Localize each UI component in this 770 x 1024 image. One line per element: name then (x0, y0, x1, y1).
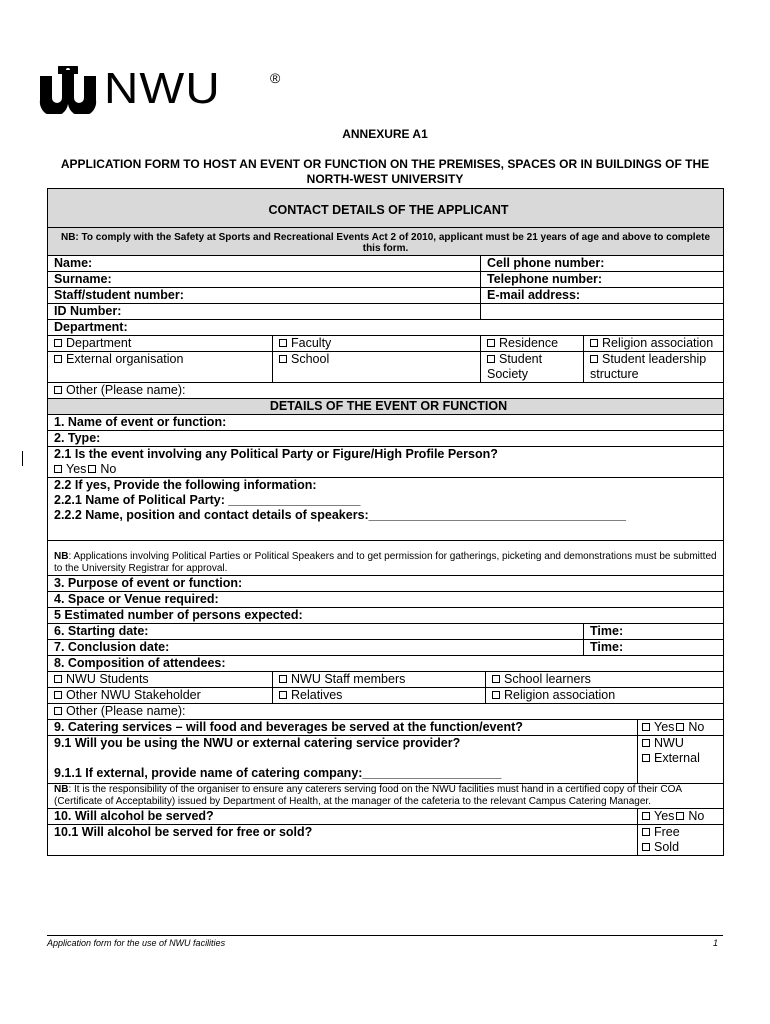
option-faculty[interactable]: Faculty (273, 336, 481, 352)
registered-mark: ® (270, 70, 281, 86)
option-nwu-students[interactable]: NWU Students (48, 672, 273, 688)
checkbox-icon[interactable] (642, 754, 650, 762)
checkbox-icon[interactable] (54, 675, 62, 683)
no-option[interactable]: No (100, 462, 117, 476)
nwu-logo (38, 64, 281, 116)
option-other-stakeholder[interactable]: Other NWU Stakeholder (48, 688, 273, 704)
checkbox-icon[interactable] (54, 465, 62, 473)
checkbox-icon[interactable] (487, 339, 495, 347)
option-free[interactable]: Free (642, 825, 723, 840)
option-sold[interactable]: Sold (642, 840, 723, 855)
start-time-field[interactable]: Time: (584, 624, 724, 640)
catering-provider-question (48, 736, 638, 784)
option-other-attendees[interactable]: Other (Please name): (48, 704, 724, 720)
option-nwu-staff[interactable]: NWU Staff members (273, 672, 486, 688)
email-field[interactable]: E-mail address: (481, 288, 724, 304)
option-nwu[interactable]: NWU (642, 736, 723, 751)
contact-nb-row (48, 228, 724, 256)
political-question (48, 447, 724, 478)
cell-phone-field[interactable]: Cell phone number: (481, 256, 724, 272)
option-school[interactable]: School (273, 352, 481, 383)
political-party-field[interactable]: 2.2.1 Name of Political Party: ___________________ (54, 493, 361, 507)
conclusion-date-field[interactable]: 7. Conclusion date: (48, 640, 584, 656)
checkbox-icon[interactable] (676, 723, 684, 731)
age-requirement-note: NB: To comply with the Safety at Sports and Recreational Events Act 2 of 2010, applicant must be 21 years of age and above to complete this form. (48, 228, 724, 256)
catering-yes-no: Yes No (638, 720, 724, 736)
form-title: APPLICATION FORM TO HOST AN EVENT OR FUNCTION ON THE PREMISES, SPACES OR IN BUILDINGS OF THE NORTH-WEST UNIVERSITY (60, 157, 710, 186)
option-other-department[interactable]: Other (Please name): (48, 383, 724, 399)
checkbox-icon[interactable] (642, 739, 650, 747)
political-question-label: 2.1 Is the event involving any Political Party or Figure/High Profile Person? (54, 447, 498, 461)
checkbox-icon[interactable] (54, 691, 62, 699)
speakers-field[interactable]: 2.2.2 Name, position and contact details of speakers:_____________________________________ (54, 508, 626, 522)
option-student-leadership[interactable]: Student leadership structure (584, 352, 724, 383)
checkbox-icon[interactable] (487, 355, 495, 363)
catering-provider-options (638, 736, 724, 784)
checkbox-icon[interactable] (54, 707, 62, 715)
application-form-table (47, 188, 724, 856)
checkbox-icon[interactable] (590, 339, 598, 347)
attendees-label: 8. Composition of attendees: (48, 656, 724, 672)
alcohol-yes-no: Yes No (638, 809, 724, 825)
contact-heading: CONTACT DETAILS OF THE APPLICANT (48, 189, 724, 228)
page-number: 1 (713, 938, 719, 948)
registrar-note: NB: Applications involving Political Parties or Political Speakers and to get permission for gatherings, picketing and demonstrations must be submitted to the University Registrar for approval. (48, 541, 724, 576)
checkbox-icon[interactable] (54, 386, 62, 394)
checkbox-icon[interactable] (642, 723, 650, 731)
checkbox-icon[interactable] (492, 675, 500, 683)
footer-divider (47, 935, 723, 936)
text-cursor (22, 451, 23, 466)
purpose-field[interactable]: 3. Purpose of event or function: (48, 576, 724, 592)
checkbox-icon[interactable] (676, 812, 684, 820)
checkbox-icon[interactable] (54, 339, 62, 347)
alcohol-question: 10. Will alcohol be served? (48, 809, 638, 825)
checkbox-icon[interactable] (279, 355, 287, 363)
checkbox-icon[interactable] (279, 675, 287, 683)
nwu-logo-mark-icon (38, 66, 98, 114)
event-heading: DETAILS OF THE EVENT OR FUNCTION (48, 399, 724, 415)
logo-text: NWU (104, 64, 221, 113)
option-school-learners[interactable]: School learners (486, 672, 724, 688)
option-religion-association[interactable]: Religion association (584, 336, 724, 352)
catering-question: 9. Catering services – will food and beverages be served at the function/event? (48, 720, 638, 736)
end-time-field[interactable]: Time: (584, 640, 724, 656)
persons-expected-field[interactable]: 5 Estimated number of persons expected: (48, 608, 724, 624)
telephone-field[interactable]: Telephone number: (481, 272, 724, 288)
checkbox-icon[interactable] (642, 843, 650, 851)
alcohol-free-sold-options (638, 825, 724, 856)
checkbox-icon[interactable] (492, 691, 500, 699)
checkbox-icon[interactable] (279, 339, 287, 347)
yes-option[interactable]: Yes (66, 462, 87, 476)
option-external[interactable]: External (642, 751, 723, 766)
staff-student-number-field[interactable]: Staff/student number: (48, 288, 481, 304)
catering-company-field[interactable]: 9.1.1 If external, provide name of catering company:____________________ (54, 766, 502, 780)
option-residence[interactable]: Residence (481, 336, 584, 352)
starting-date-field[interactable]: 6. Starting date: (48, 624, 584, 640)
political-details-label: 2.2 If yes, Provide the following information: (54, 478, 317, 492)
option-external-organisation[interactable]: External organisation (48, 352, 273, 383)
option-relatives[interactable]: Relatives (273, 688, 486, 704)
event-name-field[interactable]: 1. Name of event or function: (48, 415, 724, 431)
contact-heading-row (48, 189, 724, 228)
footer-text: Application form for the use of NWU facilities (47, 938, 226, 948)
option-student-society[interactable]: Student Society (481, 352, 584, 383)
checkbox-icon[interactable] (590, 355, 598, 363)
id-number-field[interactable]: ID Number: (48, 304, 481, 320)
catering-provider-label: 9.1 Will you be using the NWU or external catering service provider? (54, 736, 461, 750)
checkbox-icon[interactable] (54, 355, 62, 363)
venue-field[interactable]: 4. Space or Venue required: (48, 592, 724, 608)
checkbox-icon[interactable] (642, 828, 650, 836)
checkbox-icon[interactable] (88, 465, 96, 473)
id-number-blank (481, 304, 724, 320)
catering-coa-note: NB: It is the responsibility of the organiser to ensure any caterers serving food on the NWU facilities must hand in a certified copy of their COA (Certificate of Acceptability) issued by Department of Health, at the manager of the cafeteria to the relevant Campus Catering Manager. (48, 784, 724, 809)
department-label: Department: (48, 320, 724, 336)
annexure-label: ANNEXURE A1 (342, 127, 428, 141)
surname-field[interactable]: Surname: (48, 272, 481, 288)
political-details (48, 478, 724, 541)
option-department[interactable]: Department (48, 336, 273, 352)
name-field[interactable]: Name: (48, 256, 481, 272)
option-religion-attendees[interactable]: Religion association (486, 688, 724, 704)
checkbox-icon[interactable] (279, 691, 287, 699)
alcohol-free-sold-question: 10.1 Will alcohol be served for free or sold? (48, 825, 638, 856)
event-type-field[interactable]: 2. Type: (48, 431, 724, 447)
checkbox-icon[interactable] (642, 812, 650, 820)
